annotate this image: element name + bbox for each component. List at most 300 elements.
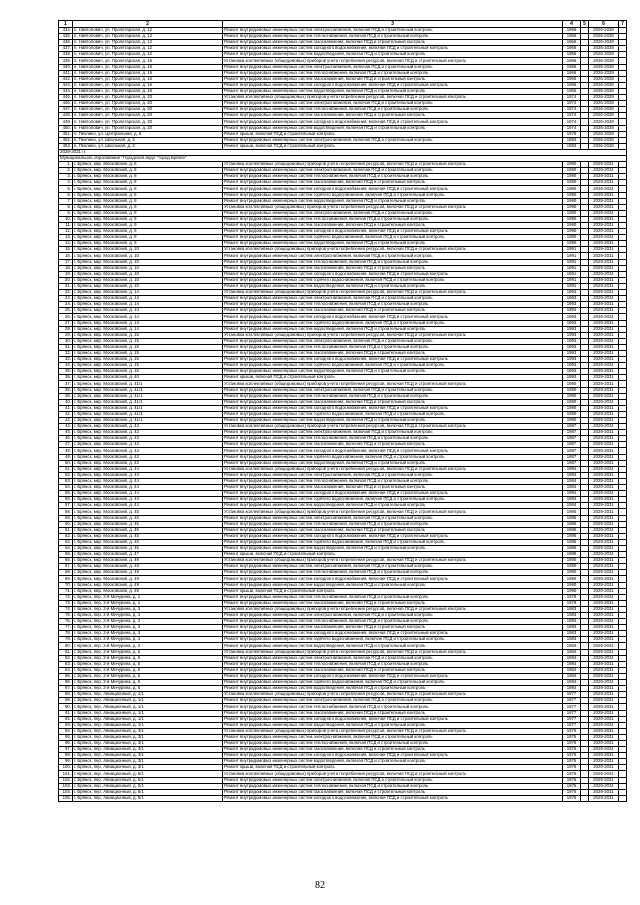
row-number: 69.	[59, 576, 73, 582]
planned-period-cell: 2029-2031	[589, 734, 619, 740]
row-number: 104.	[59, 789, 73, 795]
commission-year-cell: 1983	[563, 613, 581, 619]
planned-period-cell: 2029-2031	[589, 357, 619, 363]
work-type-cell: Ремонт внутридомовых инженерных систем водоотведения, включая ПСД и строительный контроль	[223, 283, 563, 289]
row-number: 91.	[59, 710, 73, 716]
planned-period-cell: 2029-2031	[589, 277, 619, 283]
row-number: 1.	[59, 162, 73, 168]
planned-period-cell: 2026-2028	[589, 119, 619, 125]
commission-year-cell: 1991	[563, 259, 581, 265]
commission-year-cell: 1984	[563, 503, 581, 509]
row-number: 81.	[59, 649, 73, 655]
work-type-cell: Ремонт внутридомовых инженерных систем холодного водоснабжения, включая ПСД и строительный контроль	[223, 405, 563, 411]
row-number: 2.	[59, 168, 73, 174]
address-cell: г. Брянск, мкр. Московский, д. 49	[73, 582, 223, 588]
work-type-cell: Ремонт внутридомовых инженерных систем теплоснабжения, включая ПСД и строительный контроль	[223, 740, 563, 746]
commission-year-cell: 1976	[563, 740, 581, 746]
planned-period-cell: 2029-2031	[589, 515, 619, 521]
address-cell: п. Найтопович, ул. Пролетарская, д. 12	[73, 52, 223, 58]
address-cell: г. Брянск, мкр. Московский, д. 49	[73, 588, 223, 594]
address-cell: г. Брянск, пер. Авиационный, д. 3/1	[73, 740, 223, 746]
commission-year-cell: 1986	[563, 527, 581, 533]
address-cell: г. Брянск, пер. Авиационный, д. 5/1	[73, 771, 223, 777]
address-cell: п. Найтопович, ул. Пролетарская, д. 20	[73, 101, 223, 107]
planned-period-cell: 2029-2031	[589, 594, 619, 600]
commission-year-cell: 1987	[563, 448, 581, 454]
commission-year-cell: 1990	[563, 223, 581, 229]
row-number: 450.	[59, 125, 73, 131]
commission-year-cell: 1990	[563, 582, 581, 588]
address-cell: г. Брянск, пер. 2-й Мичурина, д. 3	[73, 606, 223, 612]
row-number: 30.	[59, 338, 73, 344]
planned-period-cell: 2029-2031	[589, 765, 619, 771]
work-type-cell: Установка коллективных (общедомовых) приборов учета потребления ресурсов, включая ПСД и строительный контроль	[223, 466, 563, 472]
commission-year-cell: 1984	[563, 472, 581, 478]
row-number: 34.	[59, 363, 73, 369]
commission-year-cell: 1986	[563, 533, 581, 539]
work-type-cell: Ремонт внутридомовых инженерных систем электроснабжения, включая ПСД и строительный контроль	[223, 777, 563, 783]
work-type-cell: Ремонт внутридомовых инженерных систем холодного водоснабжения, включая ПСД и строительный контроль	[223, 576, 563, 582]
planned-period-cell: 2029-2031	[589, 235, 619, 241]
work-type-cell: Установка коллективных (общедомовых) приборов учета потребления ресурсов, включая ПСД и строительный контроль	[223, 728, 563, 734]
work-type-cell: Ремонт внутридомовых инженерных систем холодного водоснабжения, включая ПСД и строительный контроль	[223, 46, 563, 52]
planned-period-cell: 2029-2031	[589, 795, 619, 801]
row-number: 79.	[59, 637, 73, 643]
planned-period-cell: 2026-2028	[589, 125, 619, 131]
address-cell: г. Брянск, мкр. Московский, д. 41/1	[73, 393, 223, 399]
address-cell: г. Брянск, пер. 2-й Мичурина, д. 5	[73, 680, 223, 686]
planned-period-cell: 2029-2031	[589, 259, 619, 265]
address-cell: г. Брянск, мкр. Московский, д. 44	[73, 491, 223, 497]
commission-year-cell: 1984	[563, 655, 581, 661]
row-number: 11.	[59, 223, 73, 229]
row-number: 449.	[59, 119, 73, 125]
commission-year-cell: 1993	[563, 357, 581, 363]
planned-period-cell: 2029-2031	[589, 186, 619, 192]
planned-period-cell: 2029-2031	[589, 509, 619, 515]
work-type-cell: Ремонт внутридомовых инженерных систем теплоснабжения, включая ПСД и строительный контроль	[223, 344, 563, 350]
commission-year-cell: 1991	[563, 271, 581, 277]
planned-period-cell: 2026-2028	[589, 64, 619, 70]
work-type-cell: Ремонт внутридомовых инженерных систем электроснабжения, включая ПСД и строительный контроль	[223, 168, 563, 174]
work-type-cell: Ремонт внутридомовых инженерных систем водоотведения, включая ПСД и строительный контроль	[223, 643, 563, 649]
planned-period-cell: 2029-2031	[589, 448, 619, 454]
address-cell: г. Брянск, пер. Авиационный, д. 5/1	[73, 783, 223, 789]
row-number: 440.	[59, 64, 73, 70]
planned-period-cell: 2026-2028	[589, 28, 619, 34]
address-cell: г. Брянск, пер. 2-й Мичурина, д. 3	[73, 619, 223, 625]
work-type-cell: Установка коллективных (общедомовых) приборов учета потребления ресурсов, включая ПСД и строительный контроль	[223, 290, 563, 296]
planned-period-cell: 2029-2031	[589, 271, 619, 277]
work-type-cell: Ремонт внутридомовых инженерных систем газоснабжения, включая ПСД и строительный контроль	[223, 747, 563, 753]
commission-year-cell: 1987	[563, 430, 581, 436]
commission-year-cell: 1984	[563, 661, 581, 667]
work-type-cell: Ремонт внутридомовых инженерных систем холодного водоснабжения, включая ПСД и строительный контроль	[223, 314, 563, 320]
row-number: 80.	[59, 643, 73, 649]
commission-year-cell: 1984	[563, 673, 581, 679]
work-type-cell: Ремонт внутридомовых инженерных систем холодного водоснабжения, включая ПСД и строительный контроль	[223, 186, 563, 192]
commission-year-cell: 1990	[563, 216, 581, 222]
address-cell: г. Брянск, мкр. Московский, д. 14	[73, 326, 223, 332]
commission-year-cell: 1986	[563, 509, 581, 515]
capital-repair-table	[58, 20, 627, 802]
row-number: 37.	[59, 381, 73, 387]
planned-period-cell: 2029-2031	[589, 527, 619, 533]
planned-period-cell: 2029-2031	[589, 545, 619, 551]
work-type-cell: Ремонт внутридомовых инженерных систем газоснабжения, включая ПСД и строительный контроль	[223, 180, 563, 186]
commission-year-cell: 1977	[563, 716, 581, 722]
address-cell: г. Брянск, мкр. Московский, д. 8	[73, 168, 223, 174]
row-number: 28.	[59, 326, 73, 332]
commission-year-cell: 1990	[563, 570, 581, 576]
address-cell: г. Брянск, мкр. Московский, д. 45	[73, 539, 223, 545]
address-cell: г. Брянск, мкр. Московский, д. 9	[73, 241, 223, 247]
address-cell: г. Брянск, мкр. Московский, д. 49	[73, 570, 223, 576]
planned-period-cell: 2029-2031	[589, 283, 619, 289]
commission-year-cell: 1966	[563, 34, 581, 40]
address-cell: г. Брянск, пер. 2-й Мичурина, д. 5	[73, 686, 223, 692]
row-number: 61.	[59, 527, 73, 533]
planned-period-cell: 2026-2028	[589, 70, 619, 76]
planned-period-cell: 2029-2031	[589, 722, 619, 728]
column-number: 3	[223, 21, 563, 28]
address-cell: г. Брянск, мкр. Московский, д. 9	[73, 204, 223, 210]
planned-period-cell: 2029-2031	[589, 552, 619, 558]
work-type-cell: Ремонт внутридомовых инженерных систем электроснабжения, включая ПСД и строительный контроль	[223, 430, 563, 436]
work-type-cell: Ремонт внутридомовых инженерных систем газоснабжения, включая ПСД и строительный контроль	[223, 789, 563, 795]
row-number: 42.	[59, 411, 73, 417]
work-type-cell: Установка коллективных (общедомовых) приборов учета потребления ресурсов, включая ПСД и строительный контроль	[223, 692, 563, 698]
row-number: 27.	[59, 320, 73, 326]
row-number: 60.	[59, 521, 73, 527]
work-type-cell: Ремонт внутридомовых инженерных систем теплоснабжения, включая ПСД и строительный контроль	[223, 302, 563, 308]
planned-period-cell: 2029-2031	[589, 613, 619, 619]
commission-year-cell: 1966	[563, 28, 581, 34]
commission-year-cell: 1991	[563, 253, 581, 259]
commission-year-cell: 1987	[563, 424, 581, 430]
address-cell: п. Найтопович, ул. Пролетарская, д. 16	[73, 76, 223, 82]
work-type-cell: Ремонт внутридомовых инженерных систем холодного водоснабжения, включая ПСД и строительный контроль	[223, 753, 563, 759]
address-cell: г. Брянск, мкр. Московский, д. 14	[73, 296, 223, 302]
address-cell: п. Найтопович, ул. Пролетарская, д. 16	[73, 58, 223, 64]
planned-period-cell: 2029-2031	[589, 576, 619, 582]
address-cell: г. Брянск, мкр. Московский, д. 43	[73, 448, 223, 454]
row-number: 52.	[59, 472, 73, 478]
column-number-row	[59, 21, 627, 28]
planned-period-cell: 2029-2031	[589, 308, 619, 314]
planned-period-cell: 2029-2031	[589, 332, 619, 338]
row-number: 434.	[59, 28, 73, 34]
row-number: 444.	[59, 88, 73, 94]
work-type-cell: Установка коллективных (общедомовых) приборов учета потребления ресурсов, включая ПСД и строительный контроль	[223, 509, 563, 515]
address-cell: г. Брянск, пер. Авиационный, д. 1/1	[73, 722, 223, 728]
planned-period-cell: 2029-2031	[589, 399, 619, 405]
planned-period-cell: 2029-2031	[589, 436, 619, 442]
work-type-cell: Ремонт внутридомовых инженерных систем газоснабжения, включая ПСД и строительный контроль	[223, 76, 563, 82]
planned-period-cell: 2029-2031	[589, 497, 619, 503]
commission-year-cell: 1976	[563, 771, 581, 777]
work-type-cell: Ремонт внутридомовых инженерных систем электроснабжения, включая ПСД и строительный контроль	[223, 253, 563, 259]
column-number: 7	[619, 21, 627, 28]
address-cell: г. Брянск, пер. Авиационный, д. 3/1	[73, 765, 223, 771]
work-type-cell: Ремонт внутридомовых инженерных систем горячего водоснабжения, включая ПСД и строительный контроль	[223, 277, 563, 283]
row-number: 90.	[59, 704, 73, 710]
row-number: 51.	[59, 466, 73, 472]
work-type-cell: Ремонт крыши, включая ПСД и строительный контроль	[223, 552, 563, 558]
commission-year-cell: 1966	[563, 70, 581, 76]
work-type-cell: Ремонт внутридомовых инженерных систем газоснабжения, включая ПСД и строительный контроль	[223, 667, 563, 673]
planned-period-cell: 2029-2031	[589, 344, 619, 350]
work-type-cell: Ремонт внутридомовых инженерных систем холодного водоснабжения, включая ПСД и строительный контроль	[223, 631, 563, 637]
row-number: 436.	[59, 40, 73, 46]
work-type-cell: Ремонт внутридомовых инженерных систем электроснабжения, включая ПСД и строительный контроль	[223, 472, 563, 478]
commission-year-cell: 1966	[563, 64, 581, 70]
work-type-cell: Ремонт внутридомовых инженерных систем холодного водоснабжения, включая ПСД и строительный контроль	[223, 795, 563, 801]
column-number: 6	[589, 21, 619, 28]
address-cell: г. Брянск, мкр. Московский, д. 43	[73, 460, 223, 466]
commission-year-cell: 1983	[563, 143, 581, 149]
planned-period-cell: 2029-2031	[589, 716, 619, 722]
planned-period-cell: 2029-2031	[589, 667, 619, 673]
address-cell: г. Брянск, мкр. Московский, д. 45	[73, 533, 223, 539]
planned-period-cell: 2029-2031	[589, 363, 619, 369]
planned-period-cell: 2029-2031	[589, 619, 619, 625]
row-number: 58.	[59, 509, 73, 515]
work-type-cell: Ремонт внутридомовых инженерных систем электроснабжения, включая ПСД и строительный контроль	[223, 64, 563, 70]
row-number: 451.	[59, 131, 73, 137]
planned-period-cell: 2026-2028	[589, 52, 619, 58]
row-number: 24.	[59, 302, 73, 308]
work-type-cell: Ремонт внутридомовых инженерных систем теплоснабжения, включая ПСД и строительный контроль	[223, 619, 563, 625]
row-number: 31.	[59, 344, 73, 350]
planned-period-cell: 2029-2031	[589, 558, 619, 564]
row-number: 102.	[59, 777, 73, 783]
planned-period-cell: 2029-2031	[589, 521, 619, 527]
work-type-cell: Ремонт внутридомовых инженерных систем водоотведения, включая ПСД и строительный контроль	[223, 722, 563, 728]
row-number: 4.	[59, 180, 73, 186]
row-number: 45.	[59, 430, 73, 436]
row-number: 54.	[59, 485, 73, 491]
row-number: 6.	[59, 192, 73, 198]
address-cell: г. Брянск, пер. 2-й Мичурина, д. 5	[73, 649, 223, 655]
work-type-cell: Ремонт внутридомовых инженерных систем электроснабжения, включая ПСД и строительный контроль	[223, 515, 563, 521]
row-number: 452.	[59, 137, 73, 143]
planned-period-cell: 2029-2031	[589, 777, 619, 783]
planned-period-cell: 2029-2031	[589, 411, 619, 417]
address-cell: п. Найтопович, ул. Пролетарская, д. 20	[73, 95, 223, 101]
work-type-cell: Ремонт внутридомовых инженерных систем электроснабжения, включая ПСД и строительный контроль	[223, 655, 563, 661]
row-number: 67.	[59, 564, 73, 570]
row-number: 29.	[59, 332, 73, 338]
work-type-cell: Ремонт внутридомовых инженерных систем теплоснабжения, включая ПСД и строительный контроль	[223, 570, 563, 576]
planned-period-cell: 2029-2031	[589, 320, 619, 326]
commission-year-cell: 1990	[563, 241, 581, 247]
address-cell: г. Брянск, пер. Авиационный, д. 1/1	[73, 710, 223, 716]
row-number: 88.	[59, 692, 73, 698]
row-number: 100.	[59, 765, 73, 771]
row-number: 3.	[59, 174, 73, 180]
commission-year-cell: 1966	[563, 88, 581, 94]
row-number: 26.	[59, 314, 73, 320]
address-cell: г. Брянск, пер. Авиационный, д. 1/1	[73, 692, 223, 698]
work-type-cell: Ремонт внутридомовых инженерных систем водоотведения, включая ПСД и строительный контроль	[223, 88, 563, 94]
planned-period-cell: 2026-2028	[589, 40, 619, 46]
planned-period-cell: 2026-2028	[589, 137, 619, 143]
commission-year-cell: 1989	[563, 552, 581, 558]
commission-year-cell: 1974	[563, 107, 581, 113]
planned-period-cell: 2029-2031	[589, 710, 619, 716]
address-cell: п. Пеклино, ул. Центральная, д. 8	[73, 131, 223, 137]
address-cell: г. Брянск, мкр. Московский, д. 14	[73, 320, 223, 326]
planned-period-cell: 2029-2031	[589, 625, 619, 631]
row-number: 63.	[59, 539, 73, 545]
work-type-cell: Ремонт внутридомовых инженерных систем теплоснабжения, включая ПСД и строительный контроль	[223, 704, 563, 710]
commission-year-cell: 1976	[563, 728, 581, 734]
planned-period-cell: 2029-2031	[589, 204, 619, 210]
commission-year-cell: 1966	[563, 82, 581, 88]
planned-period-cell: 2029-2031	[589, 350, 619, 356]
address-cell: г. Брянск, мкр. Московский, д. 45	[73, 515, 223, 521]
address-cell: г. Брянск, мкр. Московский, д. 10	[73, 271, 223, 277]
address-cell: п. Найтопович, ул. Пролетарская, д. 12	[73, 34, 223, 40]
work-type-cell: Ремонт внутридомовых инженерных систем водоотведения, включая ПСД и строительный контроль	[223, 369, 563, 375]
commission-year-cell: 1990	[563, 204, 581, 210]
planned-period-cell: 2029-2031	[589, 314, 619, 320]
address-cell: г. Брянск, мкр. Московский, д. 49	[73, 564, 223, 570]
address-cell: г. Брянск, мкр. Московский, д. 43	[73, 442, 223, 448]
planned-period-cell: 2026-2028	[589, 88, 619, 94]
work-type-cell: Ремонт внутридомовых инженерных систем теплоснабжения, включая ПСД и строительный контроль	[223, 107, 563, 113]
address-cell: г. Брянск, мкр. Московский, д. 41/1	[73, 399, 223, 405]
column-number: 1	[59, 21, 73, 28]
address-cell: г. Брянск, пер. 2-й Мичурина, д. 3	[73, 631, 223, 637]
address-cell: г. Брянск, мкр. Московский, д. 15	[73, 344, 223, 350]
work-type-cell: Ремонт внутридомовых инженерных систем теплоснабжения, включая ПСД и строительный контроль	[223, 436, 563, 442]
commission-year-cell: 1990	[563, 588, 581, 594]
work-type-cell: Ремонт внутридомовых инженерных систем теплоснабжения, включая ПСД и строительный контроль	[223, 661, 563, 667]
address-cell: г. Брянск, мкр. Московский, д. 15	[73, 350, 223, 356]
commission-year-cell: 1990	[563, 180, 581, 186]
commission-year-cell: 1974	[563, 125, 581, 131]
work-type-cell: Ремонт внутридомовых инженерных систем горячего водоснабжения, включая ПСД и строительный контроль	[223, 235, 563, 241]
row-number: 103.	[59, 783, 73, 789]
row-number: 57.	[59, 503, 73, 509]
address-cell: г. Брянск, пер. 2-й Мичурина, д. 3	[73, 613, 223, 619]
planned-period-cell: 2029-2031	[589, 216, 619, 222]
section-period: 2029-2031 гг.	[59, 149, 627, 155]
work-type-cell: Ремонт внутридомовых инженерных систем электроснабжения, включая ПСД и строительный контроль	[223, 698, 563, 704]
planned-period-cell: 2029-2031	[589, 387, 619, 393]
commission-year-cell: 1990	[563, 186, 581, 192]
commission-year-cell: 1990	[563, 174, 581, 180]
row-number: 41.	[59, 405, 73, 411]
commission-year-cell: 1993	[563, 344, 581, 350]
commission-year-cell: 1976	[563, 759, 581, 765]
address-cell: г. Брянск, пер. Авиационный, д. 1/1	[73, 698, 223, 704]
address-cell: г. Брянск, мкр. Московский, д. 43	[73, 430, 223, 436]
address-cell: п. Пеклино, ул. Школьная, д. 2	[73, 143, 223, 149]
address-cell: г. Брянск, пер. Авиационный, д. 5/1	[73, 789, 223, 795]
work-type-cell: Установка коллективных (общедомовых) приборов учета потребления ресурсов, включая ПСД и строительный контроль	[223, 424, 563, 430]
work-type-cell: Ремонт внутридомовых инженерных систем водоотведения, включая ПСД и строительный контроль	[223, 326, 563, 332]
row-number: 35.	[59, 369, 73, 375]
address-cell: г. Брянск, мкр. Московский, д. 49	[73, 558, 223, 564]
commission-year-cell: 1987	[563, 454, 581, 460]
address-cell: г. Брянск, мкр. Московский, д. 41/1	[73, 381, 223, 387]
commission-year-cell: 1986	[563, 545, 581, 551]
row-number: 23.	[59, 296, 73, 302]
address-cell: г. Брянск, пер. 2-й Мичурина, д. 5	[73, 667, 223, 673]
commission-year-cell: 1990	[563, 393, 581, 399]
work-type-cell: Ремонт внутридомовых инженерных систем холодного водоснабжения, включая ПСД и строительный контроль	[223, 119, 563, 125]
address-cell: г. Брянск, пер. 2-й Мичурина, д. 3	[73, 625, 223, 631]
row-number: 453.	[59, 143, 73, 149]
work-type-cell: Ремонт внутридомовых инженерных систем газоснабжения, включая ПСД и строительный контроль	[223, 223, 563, 229]
commission-year-cell: 1977	[563, 722, 581, 728]
address-cell: г. Брянск, пер. 2-й Мичурина, д. 3	[73, 637, 223, 643]
commission-year-cell: 1977	[563, 710, 581, 716]
column-number: 5	[581, 21, 589, 28]
work-type-cell: Ремонт внутридомовых инженерных систем горячего водоснабжения, включая ПСД и строительный контроль	[223, 411, 563, 417]
planned-period-cell: 2029-2031	[589, 655, 619, 661]
address-cell: г. Брянск, мкр. Московский, д. 41/1	[73, 411, 223, 417]
address-cell: г. Брянск, мкр. Московский, д. 10	[73, 259, 223, 265]
address-cell: г. Брянск, мкр. Московский, д. 40	[73, 375, 223, 381]
commission-year-cell: 1984	[563, 478, 581, 484]
row-number: 12.	[59, 229, 73, 235]
commission-year-cell: 1974	[563, 95, 581, 101]
commission-year-cell: 1976	[563, 789, 581, 795]
commission-year-cell: 1990	[563, 168, 581, 174]
commission-year-cell: 1966	[563, 40, 581, 46]
planned-period-cell: 2029-2031	[589, 643, 619, 649]
work-type-cell: Ремонт внутридомовых инженерных систем водоотведения, включая ПСД и строительный контроль	[223, 198, 563, 204]
row-number: 73.	[59, 600, 73, 606]
planned-period-cell: 2029-2031	[589, 162, 619, 168]
planned-period-cell: 2029-2031	[589, 338, 619, 344]
row-number: 441.	[59, 70, 73, 76]
planned-period-cell: 2029-2031	[589, 210, 619, 216]
row-number: 48.	[59, 448, 73, 454]
address-cell: г. Брянск, мкр. Московский, д. 10	[73, 283, 223, 289]
commission-year-cell: 1977	[563, 692, 581, 698]
row-number: 46.	[59, 436, 73, 442]
address-cell: г. Брянск, мкр. Московский, д. 9	[73, 235, 223, 241]
address-cell: г. Брянск, пер. Авиационный, д. 3/1	[73, 747, 223, 753]
address-cell: г. Брянск, мкр. Московский, д. 8	[73, 180, 223, 186]
planned-period-cell: 2029-2031	[589, 247, 619, 253]
work-type-cell: Ремонт внутридомовых инженерных систем водоотведения, включая ПСД и строительный контроль	[223, 241, 563, 247]
work-type-cell: Установка коллективных (общедомовых) приборов учета потребления ресурсов, включая ПСД и строительный контроль	[223, 95, 563, 101]
column-number: 4	[563, 21, 581, 28]
planned-period-cell: 2029-2031	[589, 728, 619, 734]
commission-year-cell: 1990	[563, 564, 581, 570]
address-cell: г. Брянск, пер. Авиационный, д. 5/1	[73, 777, 223, 783]
address-cell: г. Брянск, пер. 2-й Мичурина, д. 1	[73, 594, 223, 600]
work-type-cell: Ремонт внутридомовых инженерных систем электроснабжения, включая ПСД и строительный контроль	[223, 28, 563, 34]
work-type-cell: Ремонт внутридомовых инженерных систем холодного водоснабжения, включая ПСД и строительный контроль	[223, 82, 563, 88]
commission-year-cell: 1987	[563, 436, 581, 442]
address-cell: г. Брянск, мкр. Московский, д. 9	[73, 216, 223, 222]
work-type-cell: Ремонт внутридомовых инженерных систем газоснабжения, включая ПСД и строительный контроль	[223, 625, 563, 631]
planned-period-cell: 2029-2031	[589, 405, 619, 411]
address-cell: г. Брянск, мкр. Московский, д. 43	[73, 436, 223, 442]
work-type-cell: Ремонт внутридомовых инженерных систем газоснабжения, включая ПСД и строительный контроль	[223, 600, 563, 606]
planned-period-cell: 2029-2031	[589, 290, 619, 296]
column-number: 2	[73, 21, 223, 28]
commission-year-cell: 1976	[563, 777, 581, 783]
planned-period-cell: 2029-2031	[589, 600, 619, 606]
